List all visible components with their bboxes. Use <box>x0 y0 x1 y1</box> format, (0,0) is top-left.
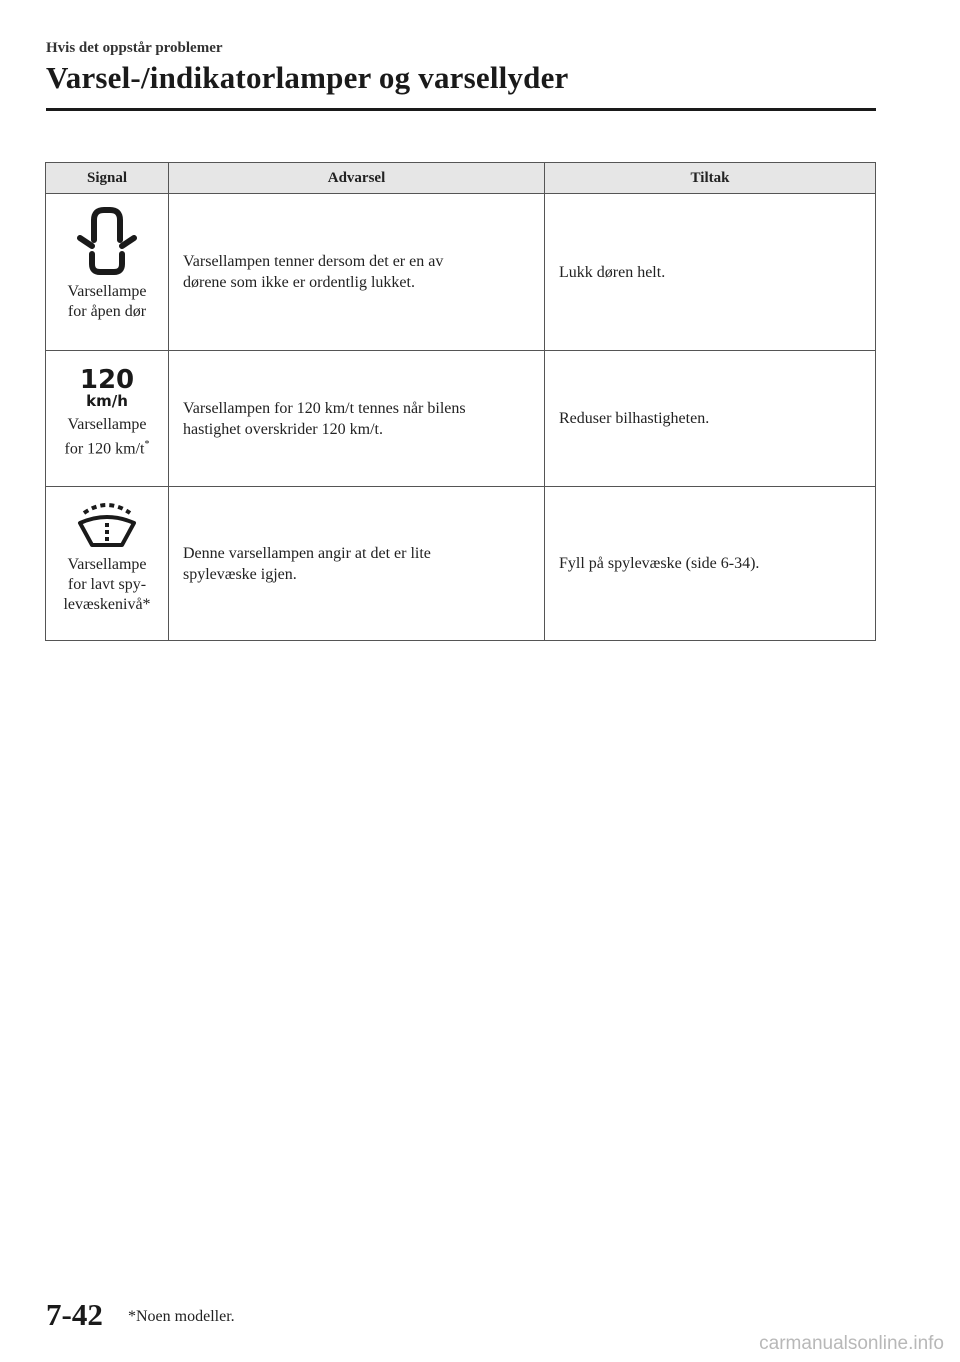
section-label: Hvis det oppstår problemer <box>46 40 223 56</box>
advarsel-cell <box>169 194 545 351</box>
advarsel-line1: Denne varsellampen angir at det er lite <box>183 544 431 562</box>
table-row <box>46 194 876 351</box>
open-door-warning-icon <box>76 206 138 276</box>
footnote-mark: * <box>144 439 150 450</box>
advarsel-line1: Varsellampen for 120 km/t tennes når bilens <box>183 399 466 417</box>
tiltak-cell: Fyll på spylevæske (side 6-34). <box>545 487 876 641</box>
table-row <box>46 351 876 487</box>
signal-label-line1: Varsellampe <box>67 416 147 433</box>
title-rule <box>46 108 876 111</box>
low-washer-fluid-warning-icon <box>76 499 138 549</box>
signal-label-line2 <box>46 435 168 459</box>
advarsel-line1: Varsellampen tenner dersom det er en av <box>183 253 444 270</box>
tiltak-cell: Reduser bilhastigheten. <box>545 351 876 487</box>
signal-label-line1: Varsellampe <box>67 556 147 573</box>
column-header-advarsel: Advarsel <box>169 163 545 194</box>
column-header-signal: Signal <box>46 163 169 194</box>
signal-label-text: for 120 km/t <box>64 440 145 458</box>
page-number: 7-42 <box>46 1297 103 1332</box>
watermark: carmanualsonline.info <box>759 1333 944 1354</box>
column-header-tiltak: Tiltak <box>545 163 876 194</box>
footnote: *Noen modeller. <box>128 1308 235 1325</box>
advarsel-line2: spylevæske igjen. <box>183 565 297 583</box>
table-header-row <box>46 163 876 194</box>
advarsel-line2: hastighet overskrider 120 km/t. <box>183 420 383 438</box>
advarsel-cell <box>169 351 545 487</box>
signal-label-line2: for lavt spy- <box>67 576 147 593</box>
icon-speed-unit: km/h <box>86 392 128 409</box>
warning-lamp-table <box>45 162 876 641</box>
icon-speed-number: 120 <box>79 365 135 395</box>
advarsel-line2: dørene som ikke er ordentlig lukket. <box>183 274 415 291</box>
signal-label-line3: levæskenivå* <box>63 596 151 613</box>
table-row <box>46 487 876 641</box>
signal-cell <box>46 487 169 641</box>
signal-label-line2: for åpen dør <box>67 303 147 320</box>
signal-label-line1: Varsellampe <box>67 283 147 300</box>
tiltak-cell: Lukk døren helt. <box>545 194 876 351</box>
speed-120-kmh-warning-icon <box>79 363 135 409</box>
signal-cell <box>46 351 169 487</box>
advarsel-cell <box>169 487 545 641</box>
page-title: Varsel-/indikatorlamper og varsellyder <box>46 60 569 95</box>
signal-cell <box>46 194 169 351</box>
